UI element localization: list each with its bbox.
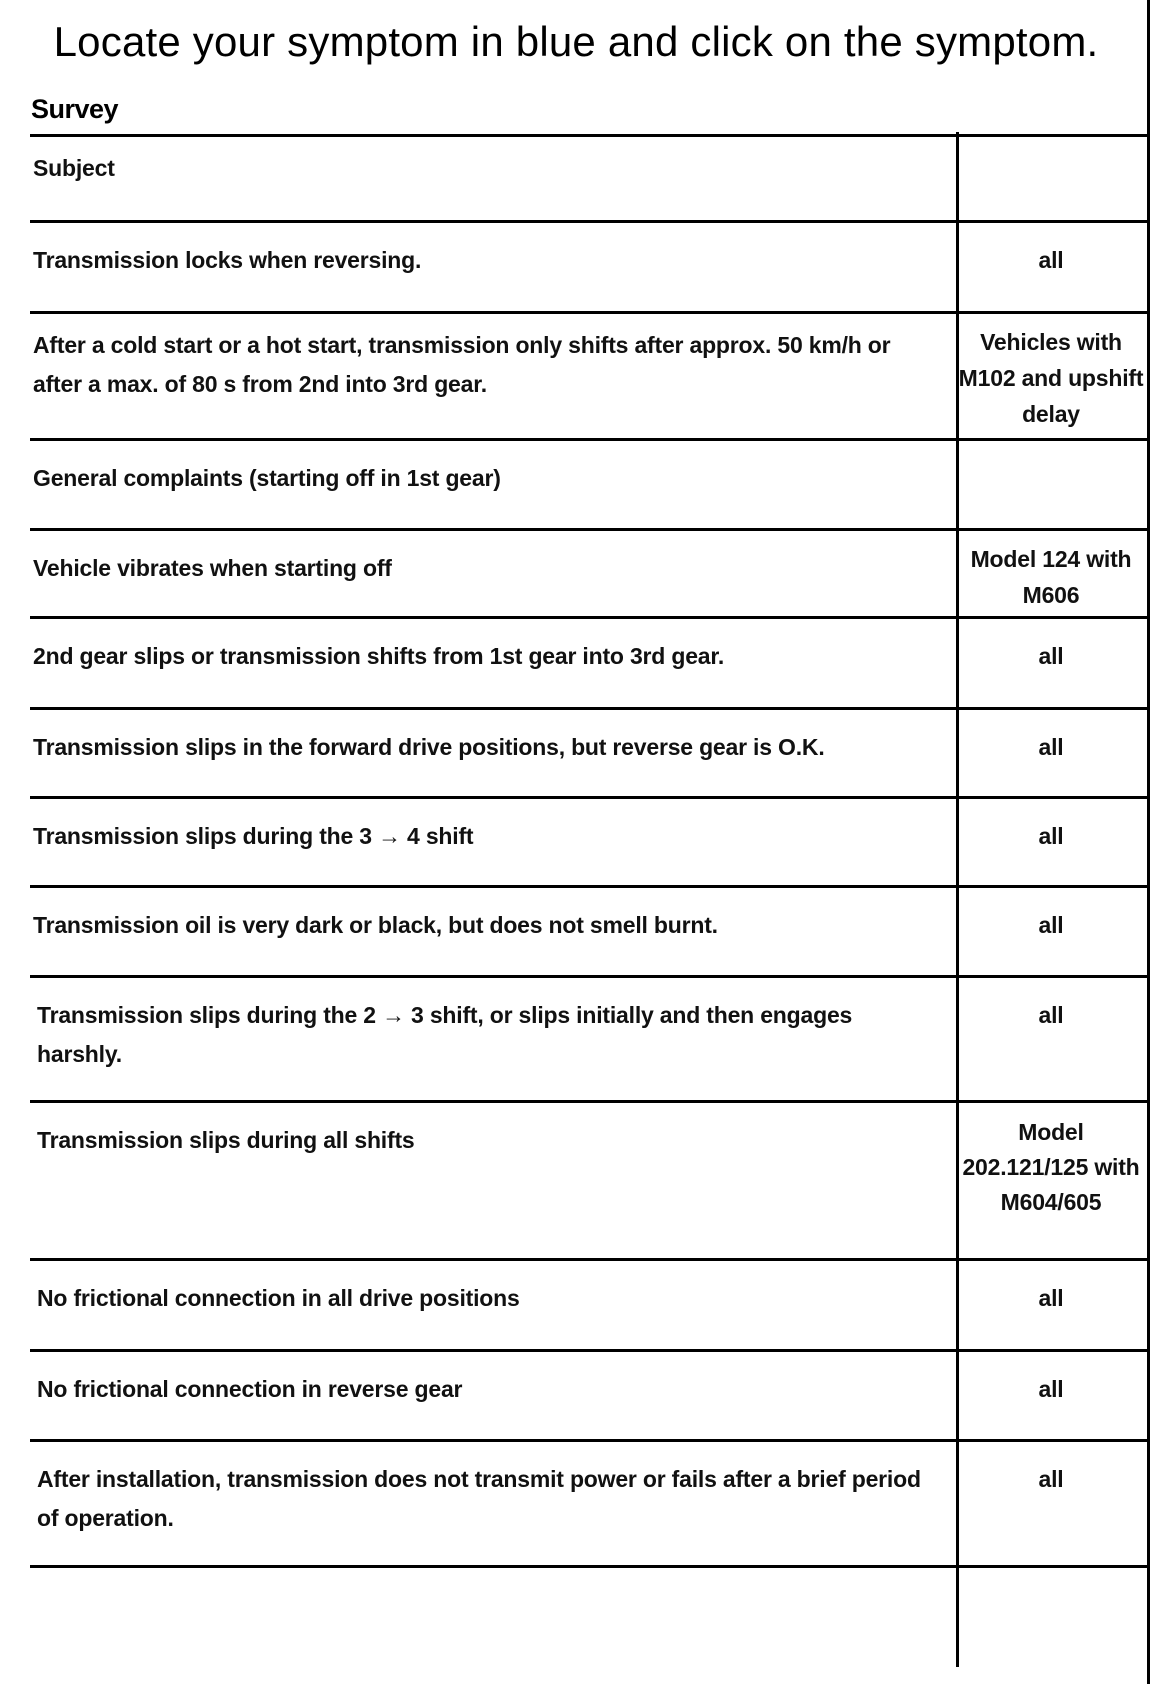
symptom-link[interactable]: After a cold start or a hot start, transmission only shifts after approx. 50 km/h or after a max. of 80 s from 2nd into 3rd gear. [33, 332, 891, 397]
table-row[interactable] [30, 1439, 1148, 1568]
table-row[interactable] [30, 220, 1148, 311]
applies-to: all [1038, 1002, 1064, 1028]
column-header-subject: Subject [33, 155, 115, 181]
table-row[interactable] [30, 796, 1148, 885]
table-row[interactable] [30, 975, 1148, 1100]
applies-to: Model 202.121/125 with M604/605 [962, 1119, 1140, 1215]
applies-to: all [1038, 823, 1064, 849]
table-row[interactable] [30, 616, 1148, 707]
symptom-link[interactable]: 2nd gear slips or transmission shifts from 1st gear into 3rd gear. [33, 643, 725, 669]
page-title: Locate your symptom in blue and click on the symptom. [53, 18, 1099, 65]
applies-to: all [1038, 734, 1064, 760]
section-title-survey: Survey [31, 94, 119, 124]
table-row[interactable] [30, 1349, 1148, 1439]
table-row[interactable] [30, 1258, 1148, 1349]
symptom-link[interactable]: Transmission oil is very dark or black, but does not smell burnt. [33, 912, 718, 938]
table-row[interactable] [30, 1100, 1148, 1258]
symptom-link[interactable]: No frictional connection in all drive positions [37, 1285, 520, 1311]
applies-to: all [1038, 1376, 1064, 1402]
table-row[interactable] [30, 528, 1148, 616]
table-row[interactable] [30, 311, 1148, 438]
survey-table [30, 134, 1148, 1568]
table-header-row [30, 134, 1148, 220]
symptom-link[interactable]: Transmission slips in the forward drive positions, but reverse gear is O.K. [33, 734, 825, 760]
symptom-link[interactable]: Transmission slips during the 3 → 4 shift [33, 823, 474, 849]
symptom-link[interactable]: Transmission locks when reversing. [33, 247, 422, 273]
applies-to: all [1038, 247, 1064, 273]
symptom-link[interactable]: No frictional connection in reverse gear [37, 1376, 463, 1402]
applies-to: all [1038, 912, 1064, 938]
table-row[interactable] [30, 885, 1148, 975]
applies-to: all [1038, 1466, 1064, 1492]
symptom-link[interactable]: After installation, transmission does not transmit power or fails after a brief period of operation. [37, 1466, 921, 1531]
applies-to: all [1038, 1285, 1064, 1311]
symptom-link[interactable]: General complaints (starting off in 1st gear) [33, 465, 501, 491]
applies-to: Vehicles with M102 and upshift delay [958, 329, 1144, 427]
table-row[interactable] [30, 707, 1148, 796]
symptom-link[interactable]: Transmission slips during all shifts [37, 1127, 415, 1153]
symptom-link[interactable]: Vehicle vibrates when starting off [33, 555, 392, 581]
symptom-link[interactable]: Transmission slips during the 2 → 3 shift, or slips initially and then engages harshly. [37, 1002, 853, 1067]
table-row[interactable] [30, 438, 1148, 528]
applies-to: Model 124 with M606 [970, 546, 1132, 608]
applies-to: all [1038, 643, 1064, 669]
